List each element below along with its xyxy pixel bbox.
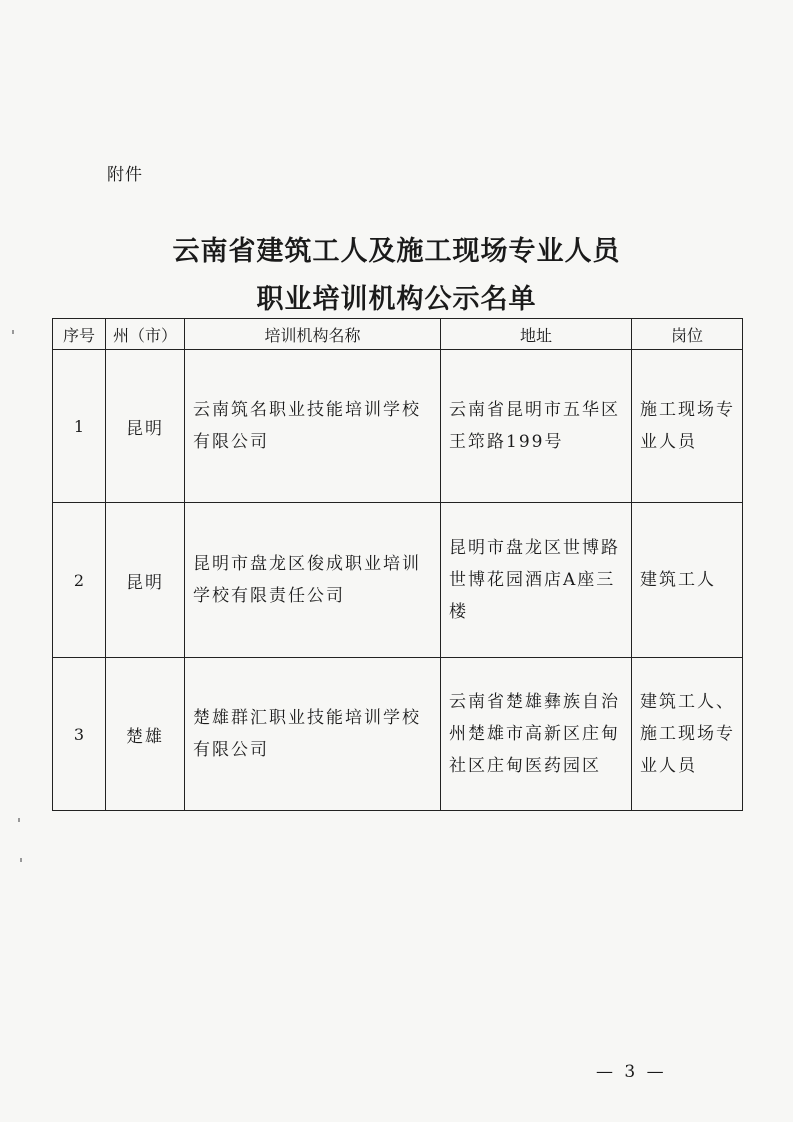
cell-institution-name: 昆明市盘龙区俊成职业培训学校有限责任公司 (185, 503, 441, 658)
header-prefecture: 州（市） (106, 319, 185, 350)
table-row (53, 503, 743, 658)
page-number: — 3 — (596, 1062, 667, 1082)
cell-position: 施工现场专业人员 (632, 350, 743, 503)
cell-prefecture: 昆明 (106, 503, 185, 658)
table-row (53, 350, 743, 503)
attachment-label: 附件 (107, 165, 143, 185)
scan-speck (12, 330, 14, 334)
cell-position: 建筑工人 (632, 503, 743, 658)
cell-address: 昆明市盘龙区世博路世博花园酒店A座三楼 (441, 503, 632, 658)
cell-serial-number: 3 (53, 658, 106, 811)
cell-serial-number: 2 (53, 503, 106, 658)
cell-serial-number: 1 (53, 350, 106, 503)
header-institution-name: 培训机构名称 (185, 319, 441, 350)
scan-speck (18, 818, 20, 822)
cell-prefecture: 昆明 (106, 350, 185, 503)
document-title-line-2: 职业培训机构公示名单 (256, 284, 537, 315)
document-title-line-1: 云南省建筑工人及施工现场专业人员 (172, 236, 621, 267)
table-row (53, 658, 743, 811)
scan-speck (20, 858, 22, 862)
cell-institution-name: 云南筑名职业技能培训学校有限公司 (185, 350, 441, 503)
header-serial-number: 序号 (53, 319, 106, 350)
header-position: 岗位 (632, 319, 743, 350)
cell-address: 云南省楚雄彝族自治州楚雄市高新区庄甸社区庄甸医药园区 (441, 658, 632, 811)
cell-address: 云南省昆明市五华区王筇路199号 (441, 350, 632, 503)
cell-prefecture: 楚雄 (106, 658, 185, 811)
table-header-row (53, 319, 743, 350)
training-institution-table (52, 318, 743, 811)
cell-institution-name: 楚雄群汇职业技能培训学校有限公司 (185, 658, 441, 811)
cell-position: 建筑工人、施工现场专业人员 (632, 658, 743, 811)
header-address: 地址 (441, 319, 632, 350)
